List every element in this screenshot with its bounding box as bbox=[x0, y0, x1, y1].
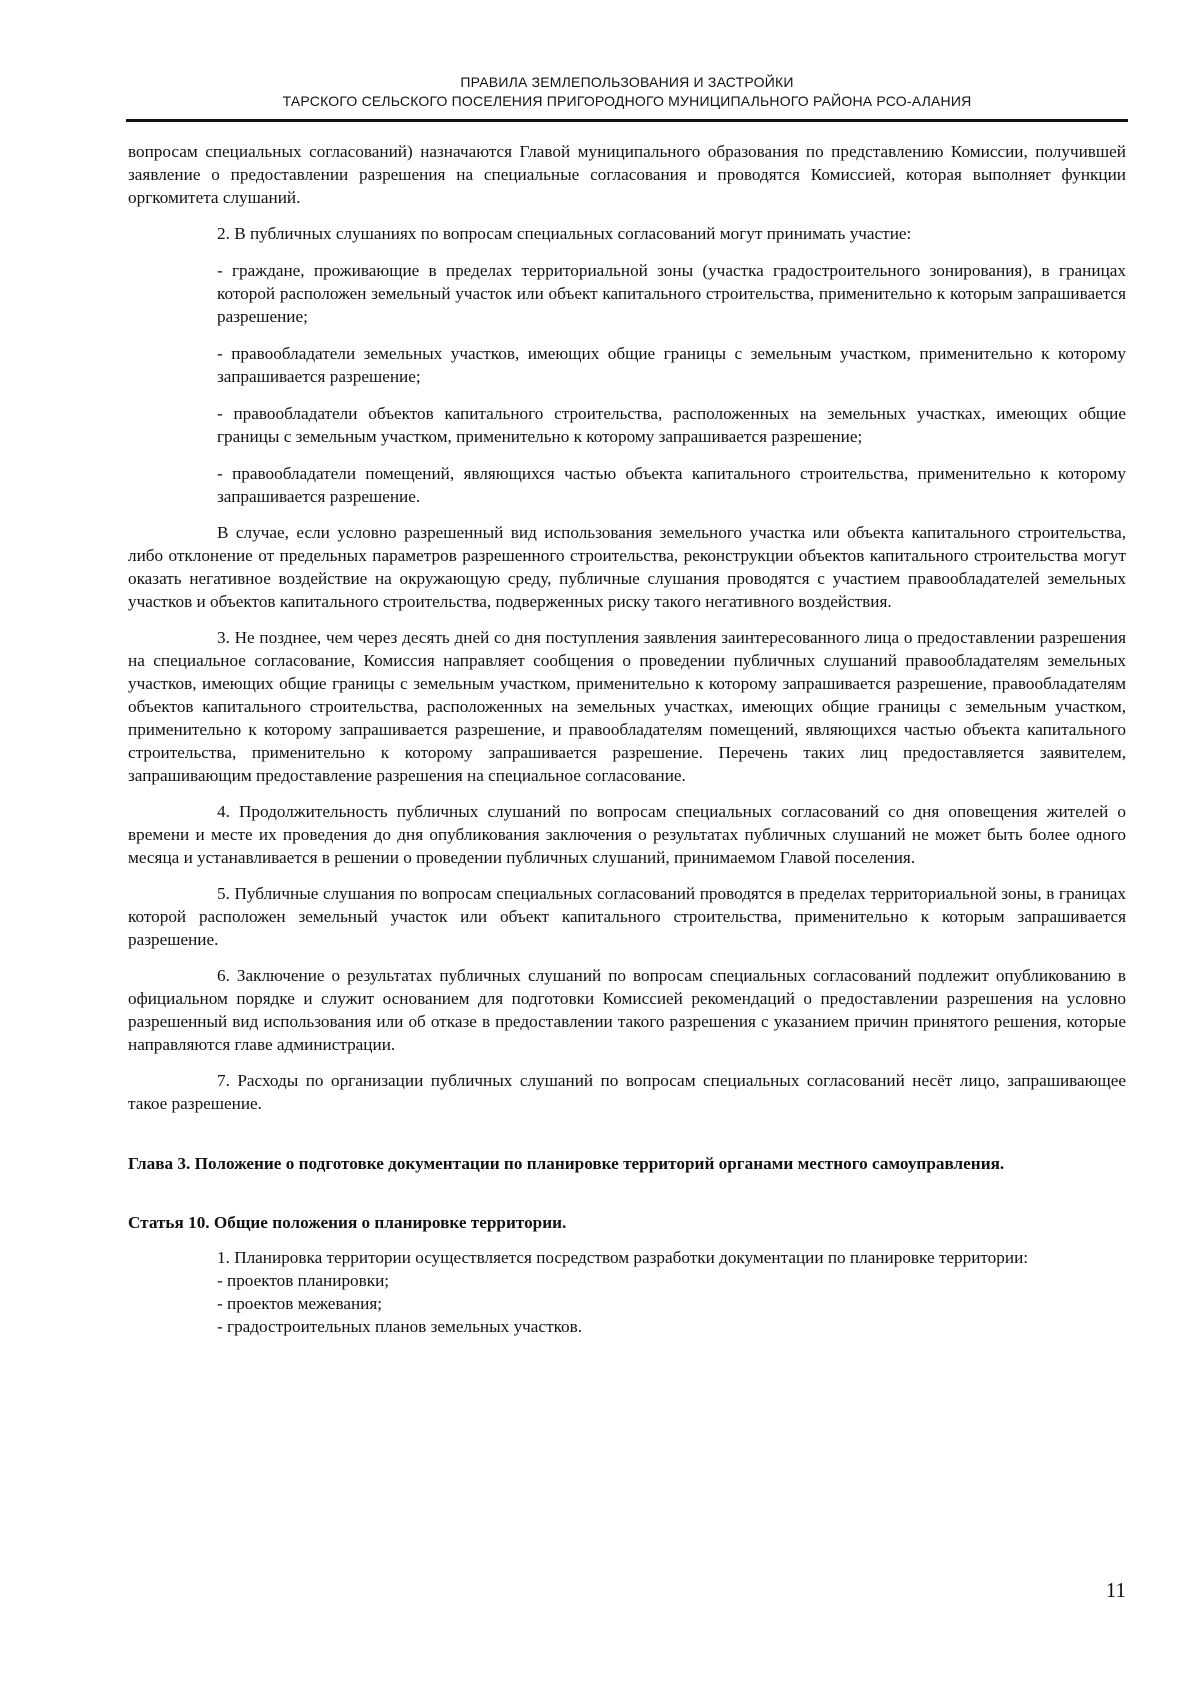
paragraph: вопросам специальных согласований) назначаются Главой муниципального образования по представлению Комиссии, получившей заявление о предоставлении разрешения на специальные согласования и проводятся Комиссией, которая выполняет функции оргкомитета слушаний. bbox=[128, 142, 1126, 207]
paragraph: 1. Планировка территории осуществляется посредством разработки документации по планировке территории: bbox=[217, 1248, 1029, 1267]
paragraph: В случае, если условно разрешенный вид использования земельного участка или объекта капитального строительства, либо отклонение от предельных параметров разрешенного строительства, реконструкции объектов капитального строительства могут оказать негативное воздействие на окружающую среду, публичные слушания проводятся с участием правообладателей земельных участков и объектов капитального строительства, подверженных риску такого негативного воздействия. bbox=[128, 523, 1126, 611]
header-line-1: ПРАВИЛА ЗЕМЛЕПОЛЬЗОВАНИЯ И ЗАСТРОЙКИ bbox=[460, 74, 794, 90]
list-item: - правообладатели земельных участков, имеющих общие границы с земельным участком, применительно к которому запрашивается разрешение; bbox=[217, 344, 1126, 386]
paragraph: 5. Публичные слушания по вопросам специальных согласований проводятся в пределах территориальной зоны, в границах которой расположен земельный участок или объект капитального строительства, применительно к которым запрашивается разрешение. bbox=[128, 884, 1126, 949]
paragraph: 7. Расходы по организации публичных слушаний по вопросам специальных согласований несёт лицо, запрашивающее такое разрешение. bbox=[128, 1071, 1126, 1113]
header-rule bbox=[126, 119, 1128, 122]
article-heading: Статья 10. Общие положения о планировке территории. bbox=[128, 1213, 567, 1232]
list-item: - градостроительных планов земельных участков. bbox=[217, 1317, 583, 1336]
list-item: - граждане, проживающие в пределах территориальной зоны (участка градостроительного зонирования), в границах которой расположен земельный участок или объект капитального строительства, применительно к которым запрашивается разрешение; bbox=[217, 261, 1126, 326]
paragraph: 4. Продолжительность публичных слушаний по вопросам специальных согласований со дня оповещения жителей о времени и месте их проведения до дня опубликования заключения о результатах публичных слушаний не может быть более одного месяца и устанавливается в решении о проведении публичных слушаний, принимаемом Главой поселения. bbox=[128, 802, 1126, 867]
list-item: - правообладатели помещений, являющихся частью объекта капитального строительства, применительно к которому запрашивается разрешение. bbox=[217, 464, 1126, 506]
paragraph: 2. В публичных слушаниях по вопросам специальных согласований могут принимать участие: bbox=[217, 224, 912, 243]
page-header bbox=[128, 73, 1126, 111]
document-body bbox=[128, 140, 1126, 1338]
list-item: - правообладатели объектов капитального строительства, расположенных на земельных участках, имеющих общие границы с земельным участком, применительно к которому запрашивается разрешение; bbox=[217, 404, 1126, 446]
participants-list bbox=[128, 259, 1126, 508]
list-item: - проектов планировки; bbox=[217, 1271, 390, 1290]
chapter-heading: Глава 3. Положение о подготовке документации по планировке территорий органами местного самоуправления. bbox=[128, 1154, 1005, 1173]
paragraph: 3. Не позднее, чем через десять дней со дня поступления заявления заинтересованного лица о предоставлении разрешения на специальное согласование, Комиссия направляет сообщения о проведении публичных слушаний правообладателям земельных участков, имеющих общие границы с земельным участком, применительно к которому запрашивается разрешение, правообладателям объектов капитального строительства, расположенных на земельных участках, имеющих общие границы с земельным участком, применительно к которому запрашивается разрешение, и правообладателям помещений, являющихся частью объекта капитального строительства, применительно к которому запрашивается разрешение. Перечень таких лиц предоставляется заявителем, запрашивающим предоставление разрешения на специальное согласование. bbox=[128, 628, 1126, 785]
page-number: 11 bbox=[1105, 1578, 1126, 1602]
list-item: - проектов межевания; bbox=[217, 1294, 383, 1313]
header-line-2: ТАРСКОГО СЕЛЬСКОГО ПОСЕЛЕНИЯ ПРИГОРОДНОГО МУНИЦИПАЛЬНОГО РАЙОНА РСО-АЛАНИЯ bbox=[282, 93, 972, 109]
paragraph: 6. Заключение о результатах публичных слушаний по вопросам специальных согласований подлежит опубликованию в официальном порядке и служит основанием для подготовки Комиссией рекомендаций о предоставлении разрешения на условно разрешенный вид использования или об отказе в предоставлении такого разрешения с указанием причин принятого решения, которые направляются главе администрации. bbox=[128, 966, 1126, 1054]
